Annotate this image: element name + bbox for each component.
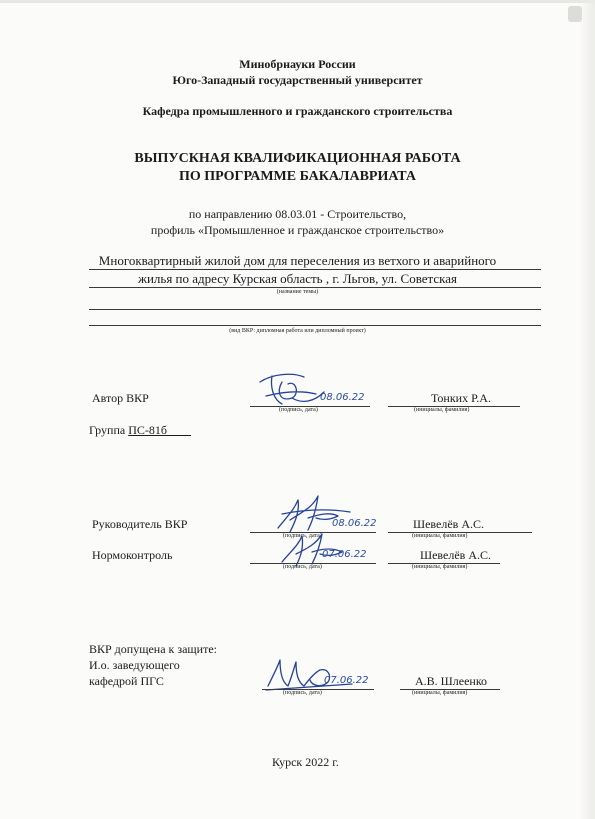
ministry-name: Минобрнауки России bbox=[239, 57, 356, 71]
topic-caption: (название темы) bbox=[276, 289, 319, 295]
city-year: Курск 2022 г. bbox=[272, 755, 339, 769]
supervisor-name: Шевелёв А.С. bbox=[413, 517, 485, 531]
name-caption: (инициалы, фамилия) bbox=[412, 690, 468, 696]
author-sign-date: 08.06.22 bbox=[320, 392, 365, 403]
underline bbox=[89, 325, 541, 326]
sign-caption: (подпись, дата) bbox=[283, 690, 322, 696]
direction-line2: профиль «Промышленное и гражданское строительство» bbox=[150, 223, 445, 237]
scan-mark bbox=[568, 6, 582, 22]
sign-caption: (подпись, дата) bbox=[283, 564, 322, 570]
group-label bbox=[89, 423, 191, 438]
underline bbox=[89, 269, 541, 270]
scan-edge bbox=[579, 0, 595, 819]
work-type-caption: (вид ВКР: дипломная работа или дипломный проект) bbox=[229, 328, 366, 334]
sign-caption: (подпись, дата) bbox=[279, 407, 318, 413]
university-name: Юго-Западный государственный университет bbox=[172, 73, 423, 87]
admission-line1: ВКР допущена к защите: bbox=[89, 642, 217, 656]
normcontrol-name: Шевелёв А.С. bbox=[420, 548, 492, 562]
underline bbox=[89, 309, 541, 310]
author-name: Тонких Р.А. bbox=[431, 391, 491, 405]
document-title-line2: ПО ПРОГРАММЕ БАКАЛАВРИАТА bbox=[179, 169, 416, 184]
name-caption: (инициалы, фамилия) bbox=[412, 564, 468, 570]
group-label-text: Группа bbox=[89, 423, 126, 437]
group-value: ПС-81б bbox=[128, 423, 167, 437]
direction-line1: по направлению 08.03.01 - Строительство, bbox=[188, 207, 407, 221]
topic-line1: Многоквартирный жилой дом для переселения из ветхого и аварийного bbox=[98, 253, 497, 268]
scan-edge bbox=[0, 0, 595, 3]
admission-line3: кафедрой ПГС bbox=[89, 674, 164, 688]
head-sign-date: 07.06.22 bbox=[324, 675, 369, 686]
author-label: Автор ВКР bbox=[92, 391, 149, 405]
underline bbox=[89, 287, 541, 288]
topic-line2: жилья по адресу Курская область , г. Льгов, ул. Советская bbox=[137, 271, 458, 286]
sign-caption: (подпись, дата) bbox=[283, 533, 322, 539]
department-name: Кафедра промышленного и гражданского строительства bbox=[142, 104, 453, 118]
name-caption: (инициалы, фамилия) bbox=[414, 407, 470, 413]
admission-line2: И.о. заведующего bbox=[89, 658, 180, 672]
supervisor-label: Руководитель ВКР bbox=[92, 517, 188, 531]
document-title-line1: ВЫПУСКНАЯ КВАЛИФИКАЦИОННАЯ РАБОТА bbox=[134, 151, 461, 166]
normcontrol-label: Нормоконтроль bbox=[92, 548, 173, 562]
name-caption: (инициалы, фамилия) bbox=[412, 533, 468, 539]
supervisor-sign-date: 08.06.22 bbox=[332, 518, 377, 529]
author-signature bbox=[252, 368, 332, 410]
head-name: А.В. Шлеенко bbox=[415, 674, 488, 688]
normcontrol-sign-date: 07.06.22 bbox=[322, 549, 367, 560]
